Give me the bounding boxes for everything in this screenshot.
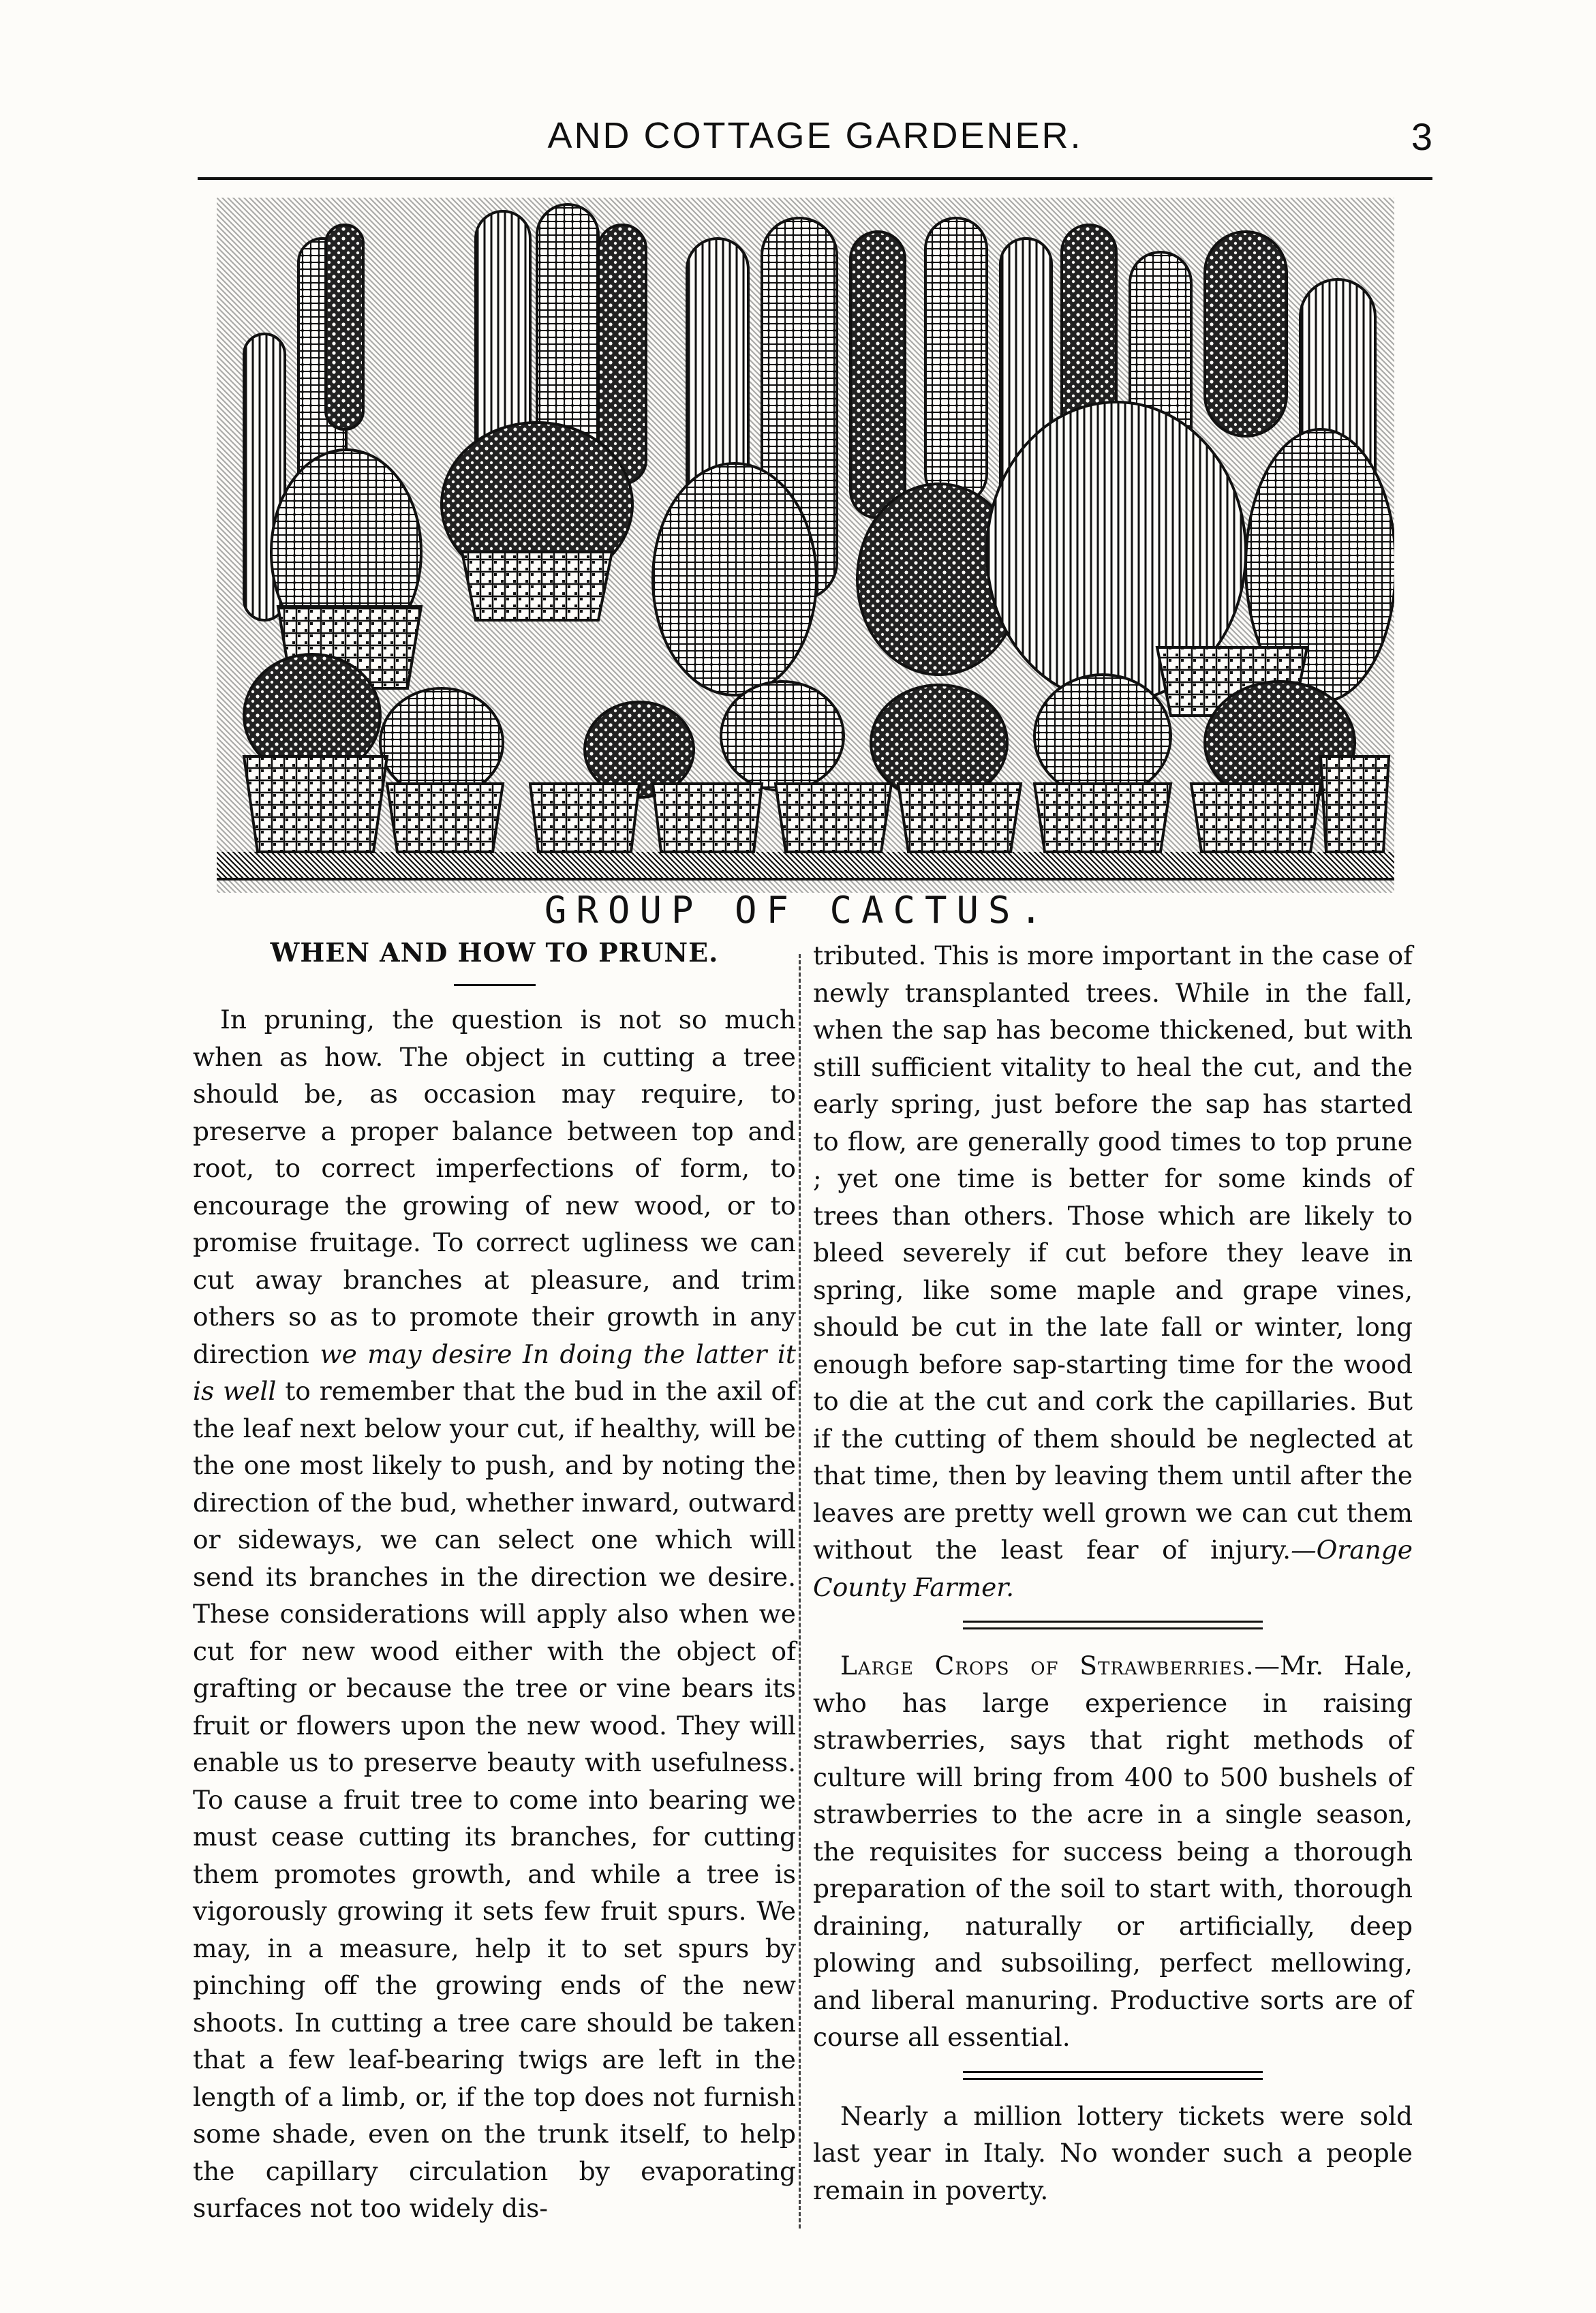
lottery-paragraph: Nearly a million lottery tickets were sold last year in Italy. No wonder such a people remain in poverty.: [813, 2100, 1413, 2205]
right-column: [813, 937, 1413, 2209]
left-column: [193, 937, 796, 2227]
page-number: 3: [1411, 115, 1432, 158]
figure-caption: GROUP OF CACTUS.: [544, 889, 1052, 932]
article-body-part-1: In pruning, the question is not so much when as how. The object in cutting a tree should be, as occasion may require, to preserve a proper balance between top and root, to correct imperfections of form, to encourage the growing of new wood, or to promise fruitage. To correct ugliness we can cut away branches at pleasure, and trim others so as to promote their growth in any direction: [193, 1005, 796, 1369]
article-continuation: [813, 937, 1413, 1606]
cactus-engraving: [217, 198, 1394, 893]
section-rule-2: [963, 2071, 1263, 2080]
title-rule: [454, 984, 536, 986]
cactus-engraving-art: [217, 198, 1394, 893]
article-body: [193, 1001, 796, 2227]
strawberries-paragraph: [813, 1647, 1413, 2056]
article-body-part-2: to remember that the bud in the axil of the leaf next below your cut, if healthy, will be the one most likely to push, and by noting the direction of the bud, whether inward, outward or sideways, we can select one which will send its branches in the direction we desire. These considerations will apply also when we cut for new wood either with the object of grafting or because the tree or vine bears its fruit or flowers upon the new wood. They will enable us to preserve beauty with usefulness. To cause a fruit tree to come into bearing we must cease cutting its branches, for cutting them promotes growth, and while a tree is vigorously growing it sets few fruit spurs. We may, in a measure, help it to set spurs by pinching off the growing ends of the new shoots. In cutting a tree care should be taken that a few leaf-bearing twigs are left in the length of a limb, or, if the top does not furnish some shade, even on the trunk itself, to help the capillary circulation by evaporating surfaces not too widely dis-: [193, 1376, 797, 2223]
running-title: AND COTTAGE GARDENER.: [547, 115, 1083, 156]
running-header: [198, 114, 1432, 162]
column-divider: [799, 954, 801, 2228]
article-body-italic: we may desire In doing the latter it is well: [193, 1338, 796, 1406]
continuation-text: tributed. This is more important in the case of newly transplanted trees. While in the fall, when the sap has become thickened, but with still sufficient vitality to heal the cut, and the early spring, just before the sap has started to flow, are generally good times to top prune ; yet one time is better for some kinds of trees than others. Those which are likely to bleed severely if cut before they leave in spring, like some maple and grape vines, should be cut in the late fall or winter, long enough before sap-starting time for the wood to die at the cut and cork the capillaries. But if the cutting of them should be neglected at that time, then by leaving them until after the leaves are pretty well grown we can cut them without the least fear of injury.: [813, 940, 1413, 1565]
strawberries-body: —Mr. Hale, who has large experience in raising strawberries, says that right methods of culture will bring from 400 to 500 bushels of strawberries to the acre in a single season, the requisites for success being a thorough preparation of the soil to start with, thorough draining, naturally or artificially, deep plowing and subsoiling, perfect mellowing, and liberal manuring. Productive sorts are of course all essential.: [813, 1651, 1413, 2052]
strawberries-lead: Large Crops of Strawberries.: [840, 1651, 1255, 1681]
article-attribution: —Orange County Farmer.: [813, 1535, 1413, 1602]
section-rule: [963, 1621, 1263, 1629]
header-rule: [198, 177, 1432, 180]
article-title: WHEN AND HOW TO PRUNE.: [270, 937, 719, 968]
